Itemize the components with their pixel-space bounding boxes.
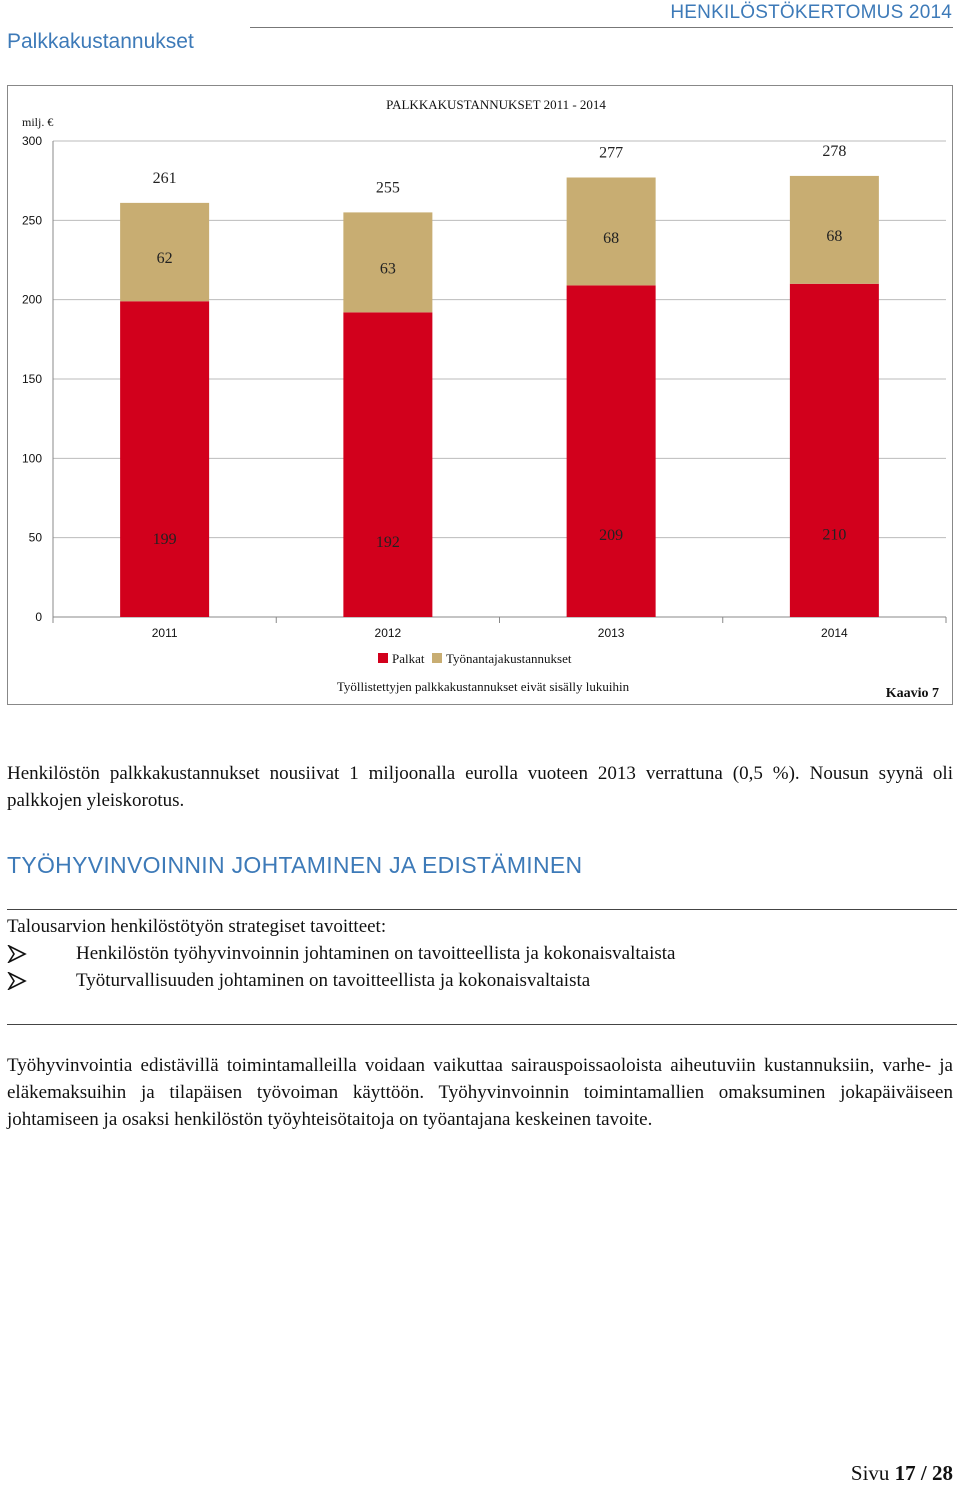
x-tick-label: 2011 [151, 626, 178, 640]
paragraph-wellbeing: Työhyvinvointia edistävillä toimintamalleilla voidaan vaikuttaa sairauspoissaoloista aiheutuviin kustannuksiin, varhe- ja eläkemaksuihin ja tilapäisen työvoiman käyttöön. Työhyvinvoinnin toimintamallien omaksuminen jokapäiväiseen johtamiseen ja osaksi henkilöstön työyhteisötaitoja on työantajana keskeinen tavoite. [7, 1055, 953, 1130]
data-label: 68 [603, 229, 620, 247]
data-label: 68 [826, 228, 843, 246]
divider-top [7, 909, 957, 910]
y-tick-label: 300 [21, 134, 42, 148]
divider-bottom [7, 1024, 957, 1025]
total-label: 255 [375, 179, 400, 197]
goal-item [7, 940, 675, 967]
bar-palkat [567, 285, 656, 617]
legend-swatch-palkat [378, 653, 388, 663]
total-label: 261 [152, 169, 177, 187]
bar-palkat [790, 284, 879, 617]
y-tick-label: 100 [21, 451, 42, 466]
x-tick-label: 2013 [597, 626, 625, 640]
paragraph-salary-costs: Henkilöstön palkkakustannukset nousiivat 1 miljoonalla eurolla vuoteen 2013 verrattuna (0,5 %). Nousun syynä oli palkkojen yleiskorotus. [7, 763, 953, 811]
stacked-bar-chart [8, 86, 952, 704]
chart-note: Työllistettyjen palkkakustannukset eivät sisälly lukuihin [336, 679, 630, 694]
chart-title: PALKKAKUSTANNUKSET 2011 - 2014 [386, 97, 606, 112]
goals-intro: Talousarvion henkilöstötyön strategiset tavoitteet: [7, 916, 387, 937]
chart-caption: Kaavio 7 [885, 686, 939, 701]
y-tick-label: 50 [28, 530, 42, 545]
report-title: HENKILÖSTÖKERTOMUS 2014 [670, 2, 952, 23]
goal-text: Työturvallisuuden johtaminen on tavoitteellista ja kokonaisvaltaista [76, 970, 591, 991]
bar-palkat [120, 301, 209, 617]
x-tick-label: 2014 [821, 626, 848, 640]
total-label: 278 [822, 142, 847, 160]
goal-item [7, 967, 590, 994]
data-label: 62 [156, 249, 173, 267]
y-tick-label: 250 [21, 213, 42, 228]
arrow-bullet-icon [7, 972, 27, 990]
page-number [851, 1461, 953, 1486]
goal-text: Henkilöstön työhyvinvoinnin johtaminen on tavoitteellista ja kokonaisvaltaista [76, 943, 676, 964]
bar-palkat [343, 312, 432, 617]
data-label: 192 [375, 533, 400, 551]
header-rule [250, 27, 953, 28]
y-tick-label: 200 [21, 292, 42, 307]
page-label: Sivu [850, 1461, 890, 1485]
y-tick-label: 0 [35, 610, 42, 624]
legend-swatch-tyonantajakustannukset [432, 653, 442, 663]
legend-label: Työnantajakustannukset [446, 651, 572, 666]
chart-frame [7, 85, 953, 705]
arrow-bullet-icon [7, 945, 27, 963]
section-heading-wellbeing: TYÖHYVINVOINNIN JOHTAMINEN JA EDISTÄMINEN [7, 852, 583, 878]
y-tick-label: 150 [21, 372, 42, 386]
y-axis-unit: milj. € [22, 115, 54, 129]
legend-label: Palkat [392, 651, 425, 666]
x-tick-label: 2012 [374, 626, 402, 640]
data-label: 209 [599, 527, 624, 545]
data-label: 199 [152, 531, 177, 549]
data-label: 210 [822, 526, 847, 544]
total-label: 277 [599, 144, 624, 162]
page-count: 17 / 28 [894, 1461, 953, 1485]
data-label: 63 [379, 260, 396, 278]
section-title: Palkkakustannukset [7, 30, 194, 53]
